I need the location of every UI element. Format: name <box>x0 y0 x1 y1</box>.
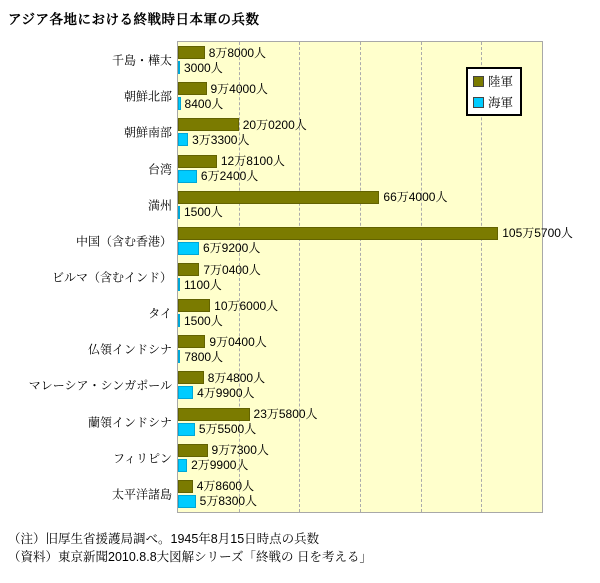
bar-line <box>178 117 542 132</box>
bar-line <box>178 443 542 458</box>
chart-row <box>87 404 542 440</box>
navy-bar <box>178 97 181 110</box>
chart-row <box>112 440 542 476</box>
navy-bar <box>178 314 180 327</box>
chart-row <box>28 367 542 403</box>
category-label: マレーシア・シンガポール <box>28 378 172 393</box>
bar-value-label: 12万8100人 <box>220 154 285 169</box>
category-label: 蘭領インドシナ <box>87 415 172 430</box>
navy-bar <box>178 278 180 291</box>
army-swatch-icon <box>473 76 484 87</box>
navy-bar <box>178 386 193 399</box>
army-bar <box>178 46 205 59</box>
legend <box>466 67 522 116</box>
bar-value-label: 3000人 <box>184 60 223 75</box>
chart-row <box>123 114 542 150</box>
bar-value-label: 7万0400人 <box>203 262 261 277</box>
bar-line <box>178 313 542 328</box>
bar-value-label: 4万9900人 <box>197 385 255 400</box>
note-line: （資料）東京新聞2010.8.8大図解シリーズ「終戦の 日を考える」 <box>8 550 373 564</box>
navy-bar <box>178 459 187 472</box>
bar-value-label: 5万5500人 <box>198 422 257 437</box>
bar-value-label: 8万4800人 <box>207 370 266 385</box>
category-label: 台湾 <box>147 162 172 177</box>
bar-line <box>178 190 542 205</box>
bar-value-label: 66万4000人 <box>383 190 448 205</box>
chart-row <box>111 476 542 512</box>
bar-line <box>178 407 542 422</box>
army-bar <box>178 82 207 95</box>
bar-value-label: 9万4000人 <box>210 81 268 96</box>
bar-line <box>178 277 542 292</box>
army-bar <box>178 155 217 168</box>
bar-line <box>178 385 542 400</box>
bar-value-label: 8万8000人 <box>208 45 267 60</box>
bar-value-label: 10万6000人 <box>214 298 279 313</box>
bar-line <box>178 349 542 364</box>
bar-line <box>178 169 542 184</box>
chart-row <box>51 259 542 295</box>
category-label: 朝鮮北部 <box>123 89 172 104</box>
army-bar <box>178 263 199 276</box>
bar-value-label: 3万3300人 <box>192 132 250 147</box>
bar-value-label: 9万7300人 <box>211 443 269 458</box>
bar-line <box>178 262 542 277</box>
navy-bar <box>178 242 199 255</box>
army-bar <box>178 191 379 204</box>
category-label: 千島・樺太 <box>111 53 172 68</box>
bar-value-label: 8400人 <box>184 96 224 111</box>
category-label: 仏領インドシナ <box>87 342 172 357</box>
navy-bar <box>178 423 195 436</box>
category-label: 太平洋諸島 <box>111 487 172 502</box>
bar-line <box>178 422 542 437</box>
navy-bar <box>178 133 188 146</box>
army-bar <box>178 335 205 348</box>
category-label: 満州 <box>147 198 172 213</box>
navy-bar <box>178 206 180 219</box>
bar-value-label: 23万5800人 <box>253 407 318 422</box>
chart-row <box>147 150 542 186</box>
bar-line <box>178 334 542 349</box>
bar-value-label: 4万8600人 <box>196 479 255 494</box>
army-bar <box>178 444 208 457</box>
chart-row <box>87 331 542 367</box>
army-bar <box>178 227 498 240</box>
bar-chart-plot-area <box>28 41 573 513</box>
bar-line <box>178 479 542 494</box>
chart-row <box>148 295 542 331</box>
category-label: フィリピン <box>112 451 172 466</box>
bar-line <box>178 370 542 385</box>
bar-value-label: 5万8300人 <box>199 494 258 509</box>
bar-line <box>178 458 542 473</box>
bar-line <box>178 45 542 60</box>
category-label: ビルマ（含むインド） <box>51 270 172 285</box>
bar-value-label: 7800人 <box>184 349 224 364</box>
navy-bar <box>178 170 197 183</box>
army-bar <box>178 299 210 312</box>
note-line: （注）旧厚生省援護局調べ。1945年8月15日時点の兵数 <box>8 532 320 546</box>
navy-swatch-icon <box>473 97 484 108</box>
bar-value-label: 6万2400人 <box>200 169 259 184</box>
bar-value-label: 1100人 <box>184 277 222 292</box>
bar-line <box>178 494 542 509</box>
chart-row <box>75 223 573 259</box>
bar-value-label: 2万9900人 <box>191 458 249 473</box>
bar-value-label: 6万9200人 <box>202 241 261 256</box>
bar-value-label: 20万0200人 <box>242 117 307 132</box>
legend-army-label: 陸軍 <box>488 75 514 89</box>
bar-value-label: 1500人 <box>184 313 223 328</box>
army-bar <box>178 371 204 384</box>
bar-value-label: 9万0400人 <box>209 334 267 349</box>
navy-bar <box>178 61 180 74</box>
bar-line <box>178 241 542 256</box>
legend-navy-label: 海軍 <box>488 96 514 110</box>
bar-line <box>178 154 542 169</box>
army-bar <box>178 118 239 131</box>
navy-bar <box>178 350 180 363</box>
army-bar <box>178 408 250 421</box>
source-notes <box>8 530 372 566</box>
bar-value-label: 1500人 <box>184 205 223 220</box>
category-label: 中国（含む香港） <box>75 234 172 249</box>
navy-bar <box>178 495 196 508</box>
bar-value-label: 105万5700人 <box>502 226 573 241</box>
category-label: タイ <box>148 306 172 321</box>
bar-line <box>178 226 573 241</box>
bar-line <box>178 132 542 147</box>
chart-row <box>147 187 542 223</box>
legend-entry-army <box>473 72 513 90</box>
chart-title: アジア各地における終戦時日本軍の兵数 <box>8 12 260 27</box>
army-bar <box>178 480 193 493</box>
category-label: 朝鮮南部 <box>123 125 172 140</box>
bar-line <box>178 298 542 313</box>
bar-line <box>178 205 542 220</box>
legend-entry-navy <box>473 93 513 111</box>
